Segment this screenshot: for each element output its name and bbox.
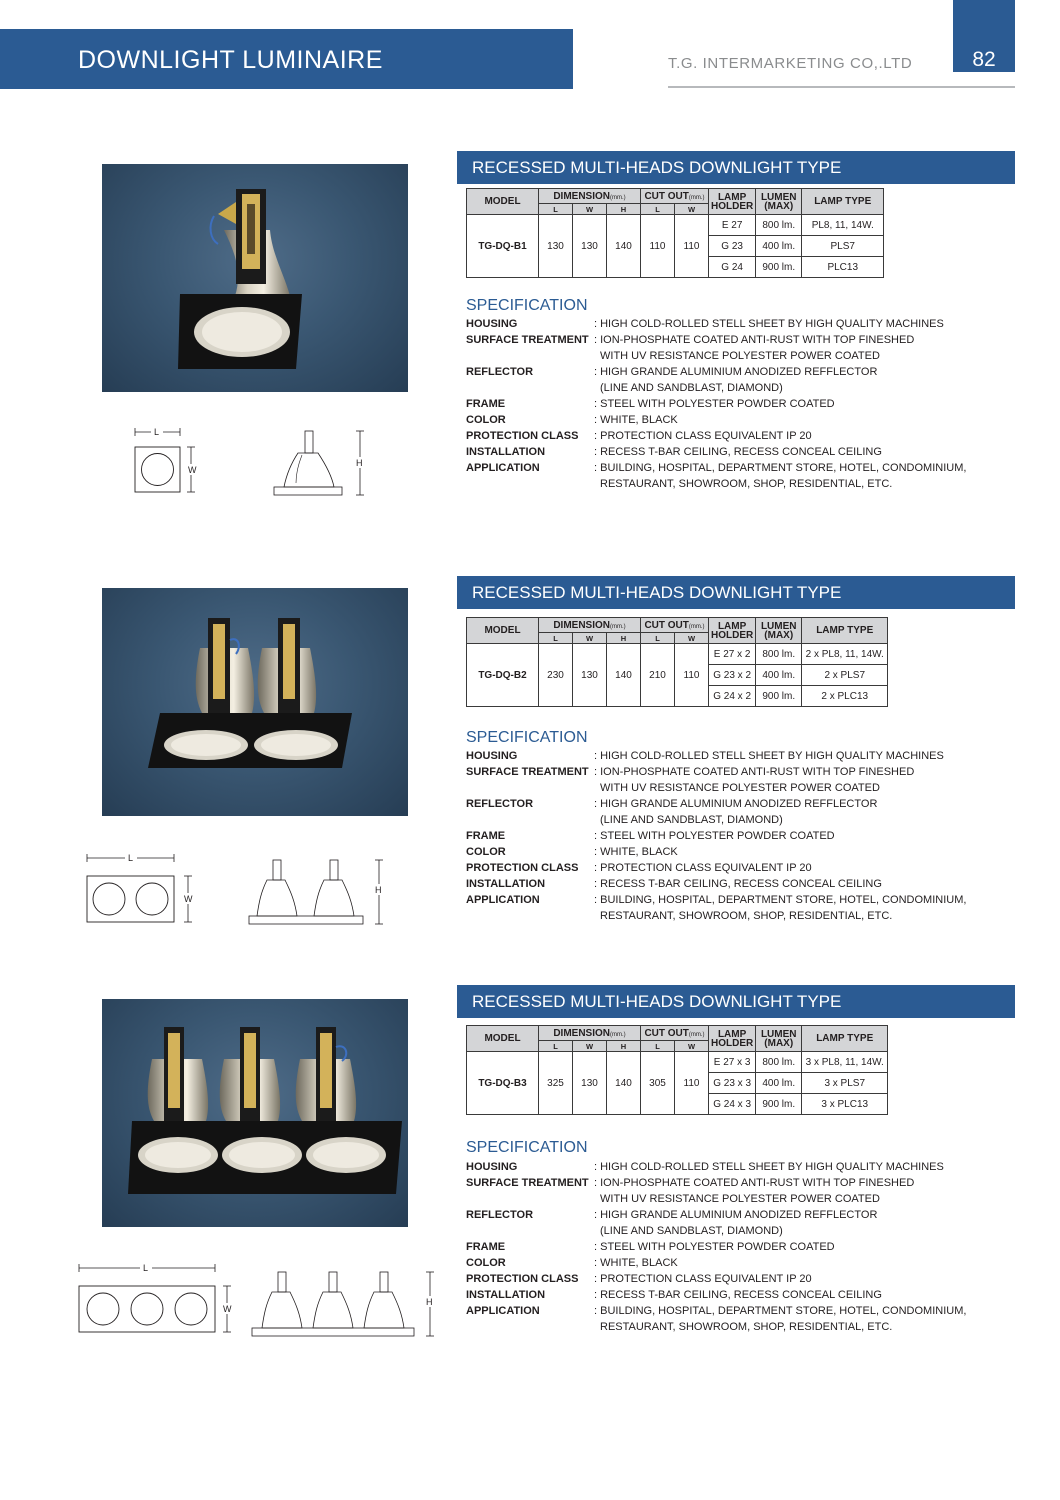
svg-text:L: L xyxy=(143,1263,149,1273)
product-photo-1 xyxy=(102,164,408,392)
svg-text:H: H xyxy=(375,885,382,895)
table-row: G 24 900 lm. PLC13 xyxy=(467,257,884,278)
model-cell: TG-DQ-B1 xyxy=(467,215,539,278)
col-lamp-holder-header: LAMP HOLDER xyxy=(709,189,756,215)
col-model-header: MODEL xyxy=(467,618,539,644)
product-photo-2 xyxy=(102,588,408,816)
header-rule xyxy=(668,86,1015,88)
col-lamp-holder-header: LAMP HOLDER xyxy=(709,618,756,644)
section-title-2: RECESSED MULTI-HEADS DOWNLIGHT TYPE xyxy=(472,583,842,602)
svg-text:H: H xyxy=(356,458,363,468)
specification-list-3: HOUSING : HIGH COLD-ROLLED STELL SHEET BY HIGH QUALITY MACHINES SURFACE TREATMENT : ION-PHOSPHATE COATED ANTI-RUST WITH TOP FINESHED WITH UV RESISTANCE POLYESTER POWER COATED REFLECTOR : HIGH GRANDE ALUMINIUM ANODIZED REFFLECTOR (LINE AND SANDBLAST, DIAMOND) FRAME : STEEL WITH POLYESTER POWDER COATED COLOR : WHITE, BLACK PROTECTION CLASS : PROTECTION CLASS EQUIVALENT IP 20 INSTALLATION : RECESS T-BAR CEILING, RECESS CONCEAL CEILING APPLICATION : BUILDING, HOSPITAL, DEPARTMENT STORE, HOTEL, CONDOMINIUM, RESTAURANT, SHOWROOM, SHOP, RESIDENTIAL, ETC. xyxy=(466,1161,967,1333)
col-lumen-header: LUMEN (MAX) xyxy=(756,189,802,215)
svg-text:W: W xyxy=(184,894,193,904)
top-view-drawing-3 xyxy=(72,1258,242,1343)
table-row: G 23 x 2 400 lm. 2 x PLS7 xyxy=(467,665,888,686)
table-row: G 24 x 2 900 lm. 2 x PLC13 xyxy=(467,686,888,707)
col-cutout-header: CUT OUT(mm.) xyxy=(641,189,709,204)
side-view-drawing-2 xyxy=(245,850,390,930)
col-dimension-header: DIMENSION(mm.) xyxy=(539,189,641,204)
product-photo-3 xyxy=(102,999,408,1227)
table-row: TG-DQ-B1 130 130 140 110 110 E 27 800 lm. PL8, 11, 14W. xyxy=(467,215,884,236)
company-name: T.G. INTERMARKETING CO,.LTD xyxy=(668,55,913,72)
model-cell: TG-DQ-B3 xyxy=(467,1052,539,1115)
table-row: G 23 400 lm. PLS7 xyxy=(467,236,884,257)
side-view-drawing-1 xyxy=(268,425,378,505)
col-lamp-type-header: LAMP TYPE xyxy=(802,618,888,644)
col-lumen-header: LUMEN (MAX) xyxy=(756,1026,802,1052)
section-title-3: RECESSED MULTI-HEADS DOWNLIGHT TYPE xyxy=(472,992,842,1011)
section-title-1: RECESSED MULTI-HEADS DOWNLIGHT TYPE xyxy=(472,158,842,177)
col-lumen-header: LUMEN (MAX) xyxy=(756,618,802,644)
svg-text:H: H xyxy=(426,1297,433,1307)
col-lamp-type-header: LAMP TYPE xyxy=(802,1026,888,1052)
page-title: DOWNLIGHT LUMINAIRE xyxy=(78,46,383,74)
col-cutout-header: CUT OUT(mm.) xyxy=(641,618,709,633)
svg-text:W: W xyxy=(188,465,197,475)
table-row: TG-DQ-B3 325 130 140 305 110 E 27 x 3 800 lm. 3 x PL8, 11, 14W. xyxy=(467,1052,888,1073)
specification-heading-2: SPECIFICATION xyxy=(466,729,588,746)
col-dimension-header: DIMENSION(mm.) xyxy=(539,618,641,633)
spec-table-2: MODEL DIMENSION(mm.) CUT OUT(mm.) LAMP HOLDER LUMEN (MAX) LAMP TYPE L W H L W TG-DQ-B2 230 130 140 210 110 E 27 x 2 800 lm. 2 x PL8, 11, 14W. G 23 x 2 400 lm. 2 x PLS7 G 24 x 2 900 lm. 2 x PLC13 xyxy=(466,617,888,707)
page-number: 82 xyxy=(972,48,996,71)
spec-table-1: MODEL DIMENSION(mm.) CUT OUT(mm.) LAMP HOLDER LUMEN (MAX) LAMP TYPE L W H L W TG-DQ-B1 130 130 140 110 110 E 27 800 lm. PL8, 11, 14W. G 23 400 lm. PLS7 G 24 900 lm. PLC13 xyxy=(466,188,884,278)
col-model-header: MODEL xyxy=(467,1026,539,1052)
top-view-drawing-2 xyxy=(80,850,205,930)
specification-list-2: HOUSING : HIGH COLD-ROLLED STELL SHEET BY HIGH QUALITY MACHINES SURFACE TREATMENT : ION-PHOSPHATE COATED ANTI-RUST WITH TOP FINESHED WITH UV RESISTANCE POLYESTER POWER COATED REFLECTOR : HIGH GRANDE ALUMINIUM ANODIZED REFFLECTOR (LINE AND SANDBLAST, DIAMOND) FRAME : STEEL WITH POLYESTER POWDER COATED COLOR : WHITE, BLACK PROTECTION CLASS : PROTECTION CLASS EQUIVALENT IP 20 INSTALLATION : RECESS T-BAR CEILING, RECESS CONCEAL CEILING APPLICATION : BUILDING, HOSPITAL, DEPARTMENT STORE, HOTEL, CONDOMINIUM, RESTAURANT, SHOWROOM, SHOP, RESIDENTIAL, ETC. xyxy=(466,750,967,922)
col-dimension-header: DIMENSION(mm.) xyxy=(539,1026,641,1041)
side-view-drawing-3 xyxy=(246,1262,441,1342)
col-lamp-holder-header: LAMP HOLDER xyxy=(709,1026,756,1052)
table-row: G 23 x 3 400 lm. 3 x PLS7 xyxy=(467,1073,888,1094)
top-view-drawing-1 xyxy=(128,425,208,500)
svg-text:L: L xyxy=(128,853,134,863)
specification-heading-3: SPECIFICATION xyxy=(466,1139,588,1156)
specification-heading-1: SPECIFICATION xyxy=(466,297,588,314)
col-lamp-type-header: LAMP TYPE xyxy=(802,189,884,215)
table-row: TG-DQ-B2 230 130 140 210 110 E 27 x 2 800 lm. 2 x PL8, 11, 14W. xyxy=(467,644,888,665)
col-model-header: MODEL xyxy=(467,189,539,215)
col-cutout-header: CUT OUT(mm.) xyxy=(641,1026,709,1041)
svg-text:W: W xyxy=(223,1304,232,1314)
model-cell: TG-DQ-B2 xyxy=(467,644,539,707)
table-row: G 24 x 3 900 lm. 3 x PLC13 xyxy=(467,1094,888,1115)
spec-table-3: MODEL DIMENSION(mm.) CUT OUT(mm.) LAMP HOLDER LUMEN (MAX) LAMP TYPE L W H L W TG-DQ-B3 325 130 140 305 110 E 27 x 3 800 lm. 3 x PL8, 11, 14W. G 23 x 3 400 lm. 3 x PLS7 G 24 x 3 900 lm. 3 x PLC13 xyxy=(466,1025,888,1115)
specification-list-1: HOUSING : HIGH COLD-ROLLED STELL SHEET BY HIGH QUALITY MACHINES SURFACE TREATMENT : ION-PHOSPHATE COATED ANTI-RUST WITH TOP FINESHED WITH UV RESISTANCE POLYESTER POWER COATED REFLECTOR : HIGH GRANDE ALUMINIUM ANODIZED REFFLECTOR (LINE AND SANDBLAST, DIAMOND) FRAME : STEEL WITH POLYESTER POWDER COATED COLOR : WHITE, BLACK PROTECTION CLASS : PROTECTION CLASS EQUIVALENT IP 20 INSTALLATION : RECESS T-BAR CEILING, RECESS CONCEAL CEILING APPLICATION : BUILDING, HOSPITAL, DEPARTMENT STORE, HOTEL, CONDOMINIUM, RESTAURANT, SHOWROOM, SHOP, RESIDENTIAL, ETC. xyxy=(466,318,967,490)
svg-text:L: L xyxy=(154,427,160,437)
